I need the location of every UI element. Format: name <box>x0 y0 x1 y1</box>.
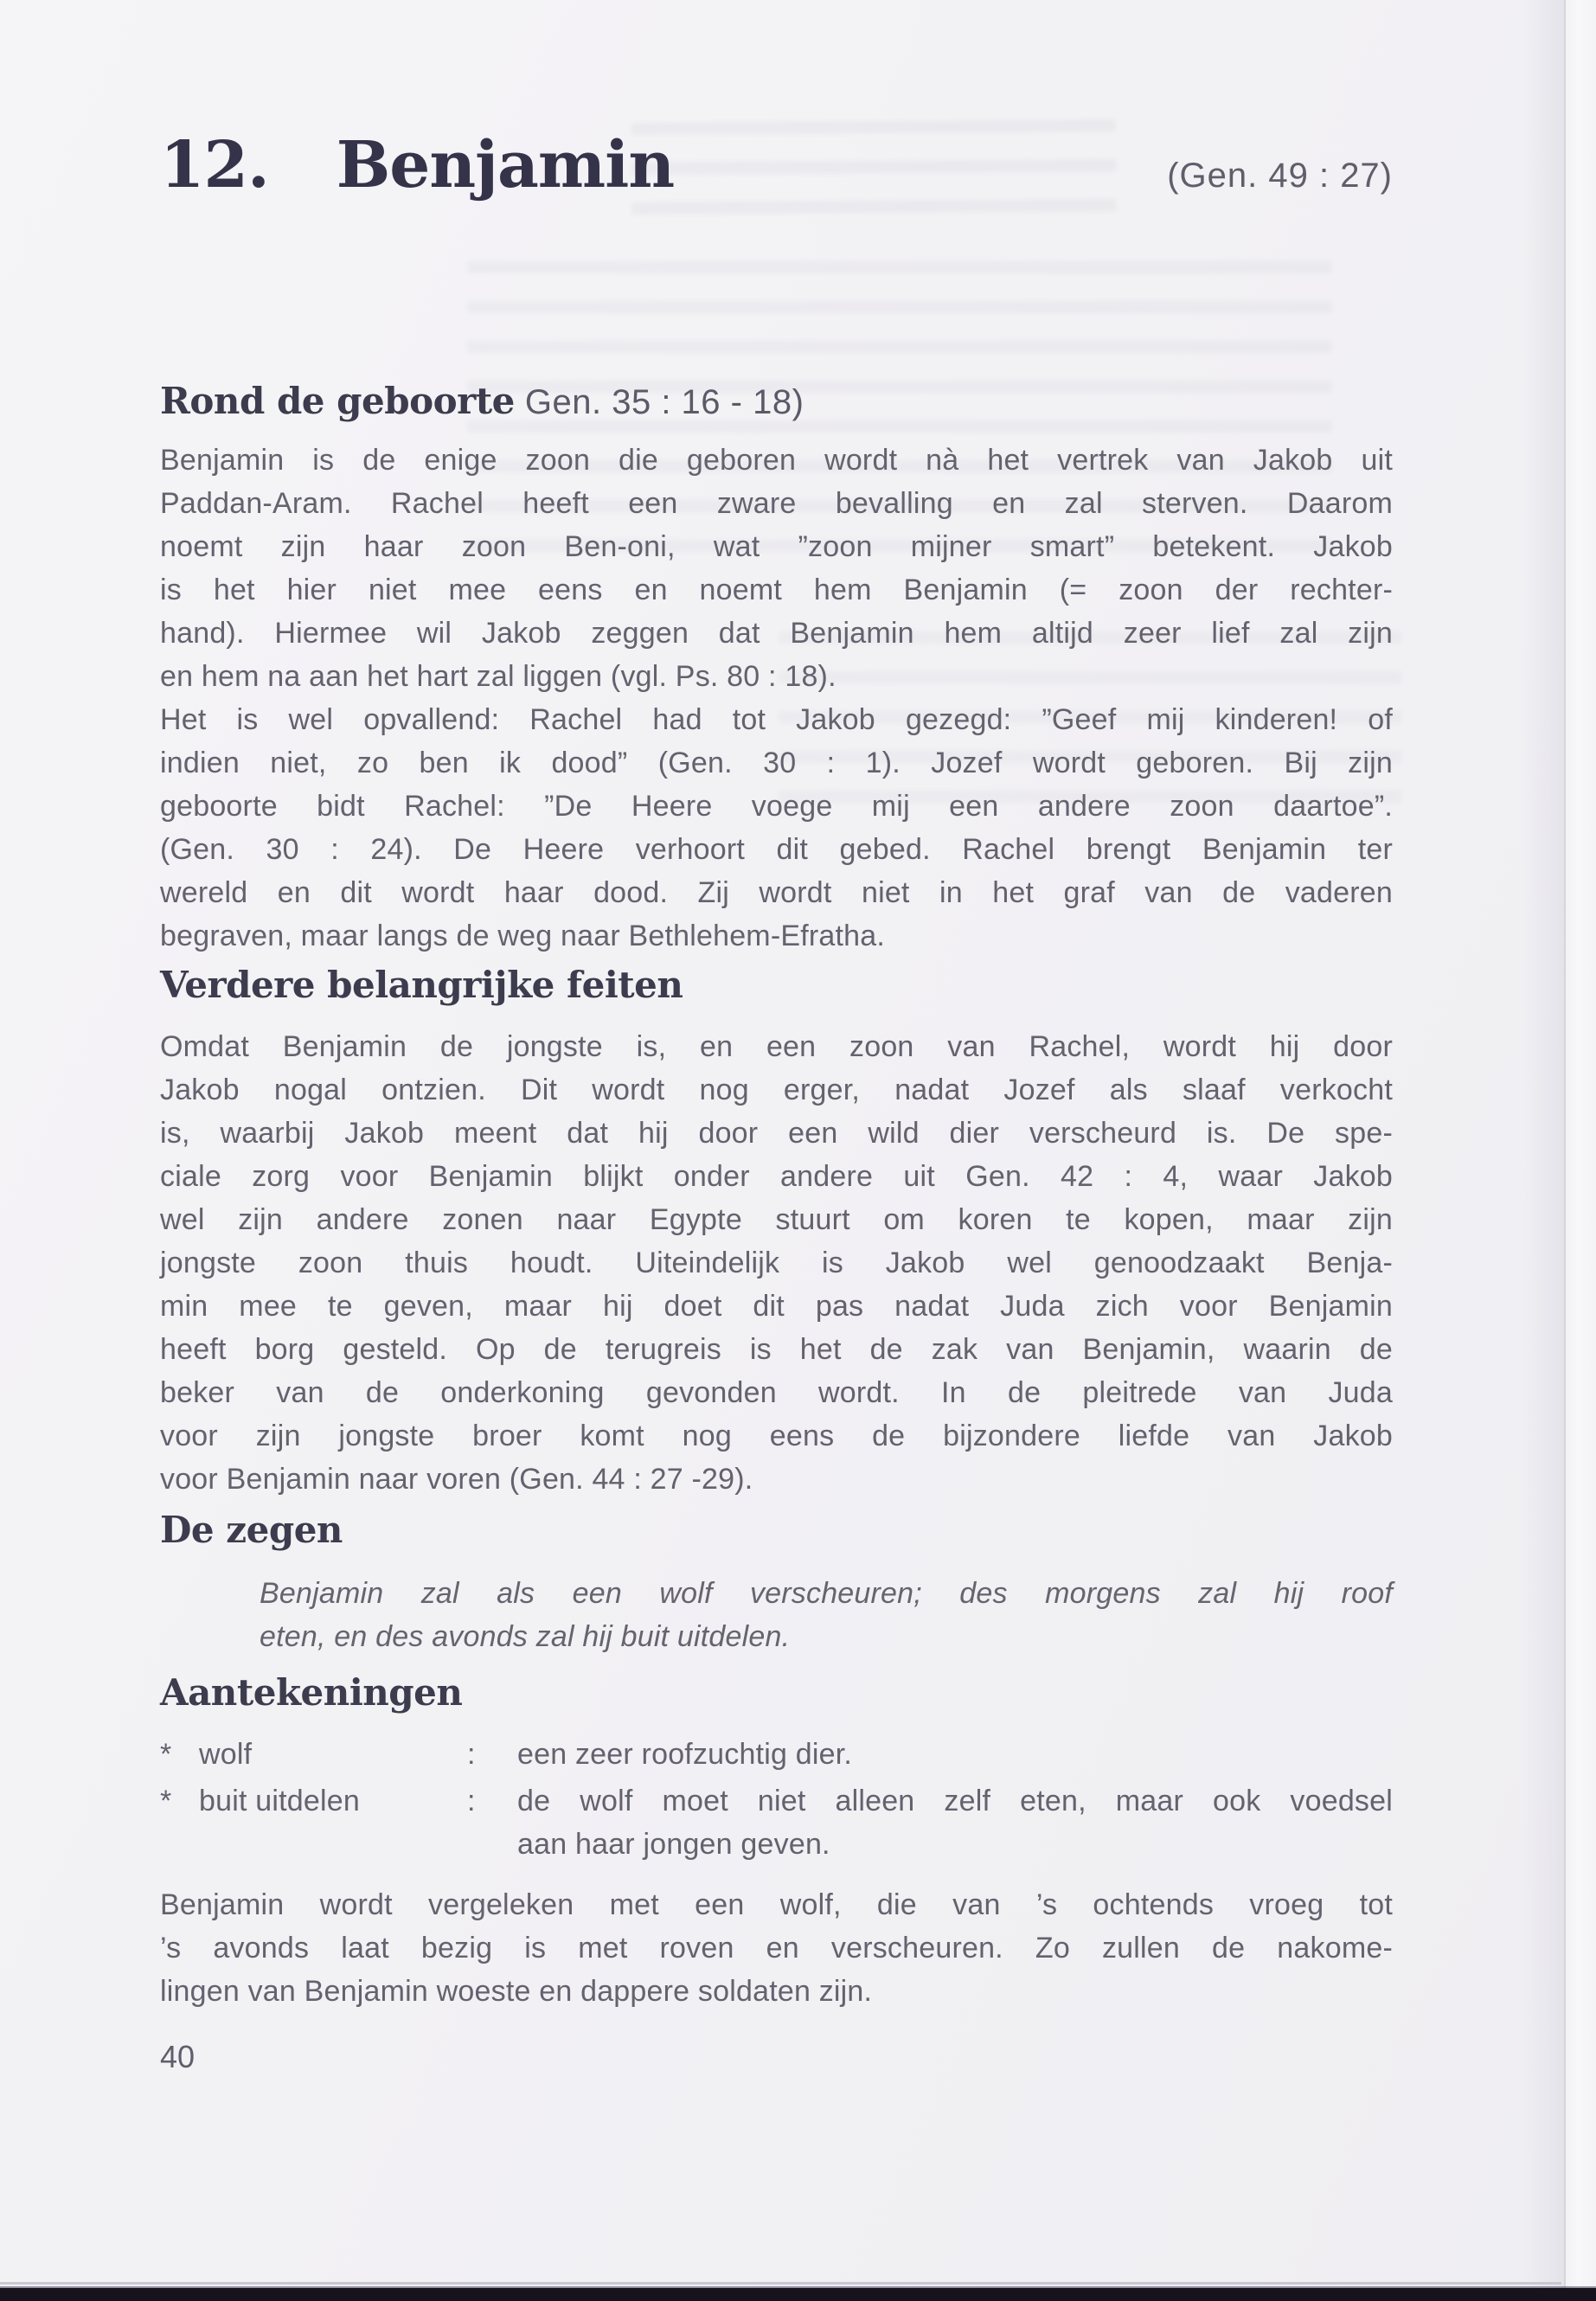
note-term: wolf <box>199 1738 253 1771</box>
paragraph-closing: Benjamin wordt vergeleken met een wolf, die van ’s ochtends vroeg tot ’s avonds laat bezig is met roven en verscheuren. Zo zullen de nakome- lingen van Benjamin woeste en dappere soldaten zijn. <box>160 1888 1393 2008</box>
note-definition: een zeer roofzuchtig dier. <box>517 1738 852 1771</box>
bottom-edge-line <box>0 2282 1561 2285</box>
page-number: 40 <box>160 2039 195 2074</box>
note-separator: : <box>467 1785 476 1817</box>
note-item <box>160 1733 1393 1776</box>
page-content <box>160 0 1393 2075</box>
note-item <box>160 1779 1393 1866</box>
note-marker: * <box>160 1785 172 1817</box>
section-heading-birth-label: Rond de geboorte <box>160 380 515 422</box>
chapter-bible-reference: (Gen. 49 : 27) <box>1167 157 1393 195</box>
note-definition: de wolf moet niet alleen zelf eten, maar ook voedsel aan haar jongen geven. <box>517 1785 1393 1861</box>
section-heading-notes: Aantekeningen <box>160 1671 463 1714</box>
section-heading-facts: Verdere belangrijke feiten <box>160 964 683 1006</box>
section-heading-blessing: De zegen <box>160 1509 343 1551</box>
note-term: buit uitdelen <box>199 1785 360 1817</box>
page-edge-shadow <box>1522 0 1564 2301</box>
chapter-number: 12. <box>160 128 269 202</box>
paragraph-facts: Omdat Benjamin de jongste is, en een zoon van Rachel, wordt hij door Jakob nogal ontzien. Dit wordt nog erger, nadat Jozef als slaaf verkocht is, waarbij Jakob meent dat hij door een wild dier verscheurd is. De spe- ciale zorg voor Benjamin blijkt onder andere uit Gen. 42 : 4, waar Jakob wel zijn andere zonen naar Egypte stuurt om koren te kopen, maar zijn jongste zoon thuis houdt. Uiteindelijk is Jakob wel genoodzaakt Benja- min mee te geven, maar hij doet dit pas nadat Juda zich voor Benjamin heeft borg gesteld. Op de terugreis is het de zak van Benjamin, waarin de beker van de onderkoning gevonden wordt. In de pleitrede van Juda voor zijn jongste broer komt nog eens de bijzondere liefde van Jakob voor Benjamin naar voren (Gen. 44 : 27 -29). <box>160 1030 1393 1496</box>
chapter-title-row <box>160 128 1393 204</box>
notes-list <box>160 1733 1393 1866</box>
note-marker: * <box>160 1738 172 1771</box>
chapter-title: Benjamin <box>336 128 675 202</box>
section-heading-birth-reference: Gen. 35 : 16 - 18) <box>524 383 804 421</box>
paragraph-birth-part2: Het is wel opvallend: Rachel had tot Jakob gezegd: ”Geef mij kinderen! of indien niet, zo ben ik dood” (Gen. 30 : 1). Jozef wordt geboren. Bij zijn geboorte bidt Rachel: ”De Heere voege mij een andere zoon daartoe”. (Gen. 30 : 24). De Heere verhoort dit gebed. Rachel brengt Benjamin ter wereld en dit wordt haar dood. Zij wordt niet in het graf van de vaderen begraven, maar langs de weg naar Bethlehem-Efratha. <box>160 703 1393 952</box>
paragraph-birth-part1: Benjamin is de enige zoon die geboren wordt nà het vertrek van Jakob uit Paddan-Aram. Rachel heeft een zware bevalling en zal sterven. Daarom noemt zijn haar zoon Ben-oni, wat ”zoon mijner smart” betekent. Jakob is het hier niet mee eens en noemt hem Benjamin (= zoon der rechter- hand). Hiermee wil Jakob zeggen dat Benjamin hem altijd zeer lief zal zijn en hem na aan het hart zal liggen (vgl. Ps. 80 : 18). <box>160 444 1393 693</box>
section-heading-birth <box>160 381 1393 423</box>
note-separator: : <box>467 1738 476 1771</box>
page-edge-strip <box>1566 0 1596 2301</box>
blessing-quote: Benjamin zal als een wolf verscheuren; des morgens zal hij roof eten, en des avonds zal hij buit uitdelen. <box>260 1577 1393 1653</box>
book-edge-bar <box>0 2288 1596 2301</box>
